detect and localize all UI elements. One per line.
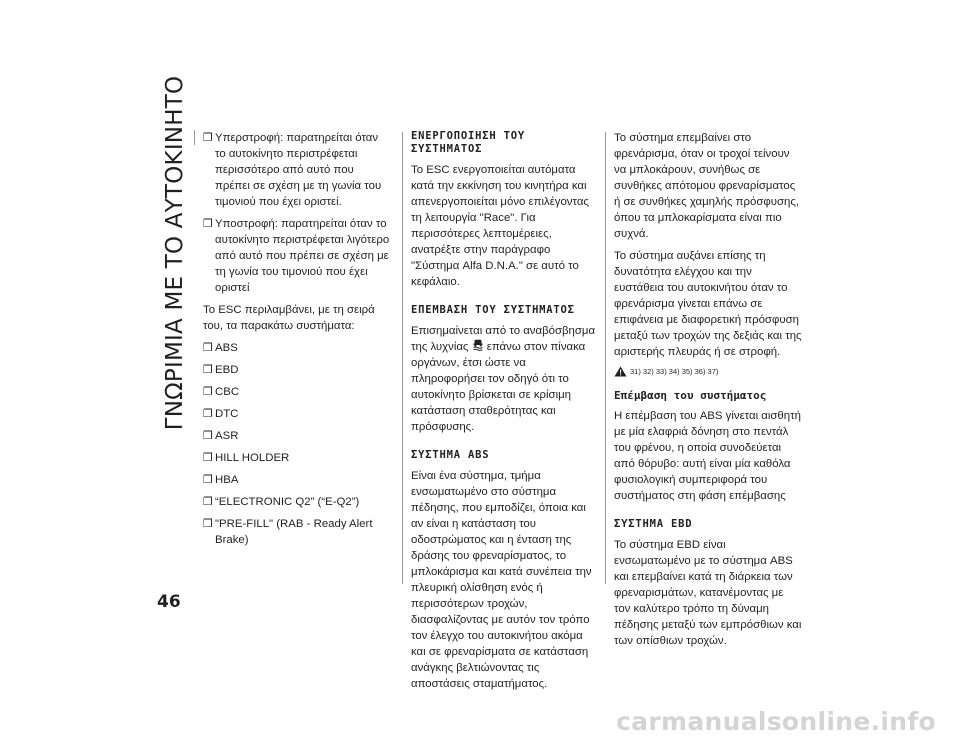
section-heading-activation: ΕΝΕΡΓΟΠΟΙΗΣΗ ΤΟΥ ΣΥΣΤΗΜΑΤΟΣ: [411, 130, 525, 155]
chapter-title: ΓΝΩΡΙΜΙΑ ΜΕ ΤΟ ΑΥΤΟΚΙΝΗΤΟ: [162, 75, 188, 431]
column-1: [203, 130, 391, 554]
activation-paragraph: Το ESC ενεργοποιείται αυτόματα κατά την εκκίνηση του κινητήρα και απενεργοποιείται μόνο επιλέγοντας τη λειτουργία "Race". Για περισσότερες λεπτομέρειες, ανατρέξτε στην παράγραφο "Σύστημα Alfa D.N.A." σε αυτό το κεφάλαιο.: [411, 164, 589, 288]
column-2: [411, 130, 597, 698]
section-heading-intervention: ΕΠΕΜΒΑΣΗ ΤΟΥ ΣΥΣΤΗΜΑΤΟΣ: [411, 304, 575, 316]
section-heading-ebd: ΣΥΣΤΗΜΑ EBD: [614, 518, 693, 530]
system-list-item: ❒ HILL HOLDER: [203, 451, 290, 464]
header-divider: [194, 130, 195, 145]
checkbox-bullet-icon: ❒: [203, 473, 213, 486]
checkbox-bullet-icon: ❒: [203, 217, 213, 230]
checkbox-bullet-icon: ❒: [203, 385, 213, 398]
page-number: 46: [157, 592, 181, 612]
abs-paragraph-continued: Το σύστημα επεμβαίνει στο φρενάρισμα, όταν οι τροχοί τείνουν να μπλοκάρουν, συνήθως σε συνθήκες απότομου φρεναρίσματος ή σε συνθήκες χαμηλής πρόσφυσης, όπου τα μπλοκαρίσματα είναι πιο συχνά.: [614, 132, 800, 240]
checkbox-bullet-icon: ❒: [203, 341, 213, 354]
checkbox-bullet-icon: ❒: [203, 407, 213, 420]
list-item: ❒ Υποστροφή: παρατηρείται όταν το αυτοκίνητο περιστρέφεται λιγότερο από αυτό που πρέπει σε σχέση με τη γωνία του τιμονιού που έχει οριστεί: [203, 217, 390, 294]
system-list-item: ❒ ASR: [203, 429, 239, 442]
chapter-side-tab: [160, 75, 190, 431]
checkbox-bullet-icon: ❒: [203, 495, 213, 508]
abs-stability-paragraph: Το σύστημα αυξάνει επίσης τη δυνατότητα ελέγχου και την ευστάθεια του αυτοκινήτου όταν το φρενάρισμα γίνεται επάνω σε επιφάνεια με διαφορετική πρόσφυση μεταξύ των τροχών της δεξιάς και της αριστερής πλευράς ή σε στροφή.: [614, 250, 802, 358]
system-list-item: ❒ ABS: [203, 341, 238, 354]
system-list-item: ❒ HBA: [203, 473, 239, 486]
system-list-item: ❒ “ELECTRONIC Q2” (“E-Q2”): [203, 495, 360, 508]
section-heading-abs: ΣΥΣΤΗΜΑ ABS: [411, 449, 490, 461]
systems-intro: Το ESC περιλαμβάνει, με τη σειρά του, τα παρακάτω συστήματα:: [203, 304, 375, 332]
abs-paragraph: Είναι ένα σύστημα, τμήμα ενσωματωμένο στο σύστημα πέδησης, που εμποδίζει, όποια και αν είναι η κατάσταση του οδοστρώματος και η ένταση της δράσης του φρεναρίσματος, το μπλοκάρισμα και κατά συνέπεια την πλευρική ολίσθηση ενός ή περισσότερων τροχών, διασφαλίζοντας με αυτόν τον τρόπο τον έλεγχο του αυτοκινήτου ακόμα και σε φρεναρίσματα σε κατάσταση ανάγκης βελτιώνοντας τις αποστάσεις σταματήματος.: [411, 470, 592, 690]
system-list-item: ❒ DTC: [203, 407, 239, 420]
warning-references: 31) 32) 33) 34) 35) 36) 37): [614, 366, 802, 377]
subheading-system-intervention: Επέμβαση του συστήματος: [614, 389, 767, 402]
column-divider: [605, 132, 606, 584]
checkbox-bullet-icon: ❒: [203, 429, 213, 442]
column-3: [614, 130, 802, 655]
column-divider: [402, 132, 403, 584]
system-list-item: ❒ "PRE-FILL" (RAB - Ready Alert Brake): [203, 517, 373, 546]
ebd-paragraph: Το σύστημα EBD είναι ενσωματωμένο με το σύστημα ABS και επεμβαίνει κατά τη διάρκεια των φρεναρισμάτων, κατανέμοντας με τον καλύτερο τρόπο τη δύναμη πέδησης μεταξύ των εμπρόσθιων και των οπίσθιων τροχών.: [614, 539, 802, 647]
abs-intervention-paragraph: Η επέμβαση του ABS γίνεται αισθητή με μία ελαφριά δόνηση στο πεντάλ του φρένου, η οποία συνοδεύεται από θόρυβο: αυτή είναι μία καθόλα φυσιολογική συμπεριφορά του συστήματος στη φάση επέμβασης: [614, 410, 801, 502]
intervention-paragraph: Επισημαίνεται από το αναβόσβησμα της λυχνίας επάνω στον πίνακα οργάνων, έτσι ώστε να πληροφορήσει τον οδηγό ότι το αυτοκίνητο βρίσκεται σε κρίσιμη κατάσταση σταθερότητας και πρόσφυσης.: [411, 325, 596, 433]
checkbox-bullet-icon: ❒: [203, 363, 213, 376]
list-item: ❒ Υπερστροφή: παρατηρείται όταν το αυτοκίνητο περιστρέφεται περισσότερο από αυτό που πρέπει σε σχέση με τη γωνία του τιμονιού που έχει οριστεί.: [203, 131, 382, 208]
esc-warning-light-icon: [472, 339, 484, 351]
warning-triangle-icon: [614, 366, 627, 377]
checkbox-bullet-icon: ❒: [203, 131, 213, 144]
system-list-item: ❒ EBD: [203, 363, 239, 376]
watermark: carmanualsonline.info: [616, 707, 936, 736]
system-list-item: ❒ CBC: [203, 385, 240, 398]
checkbox-bullet-icon: ❒: [203, 517, 213, 530]
checkbox-bullet-icon: ❒: [203, 451, 213, 464]
